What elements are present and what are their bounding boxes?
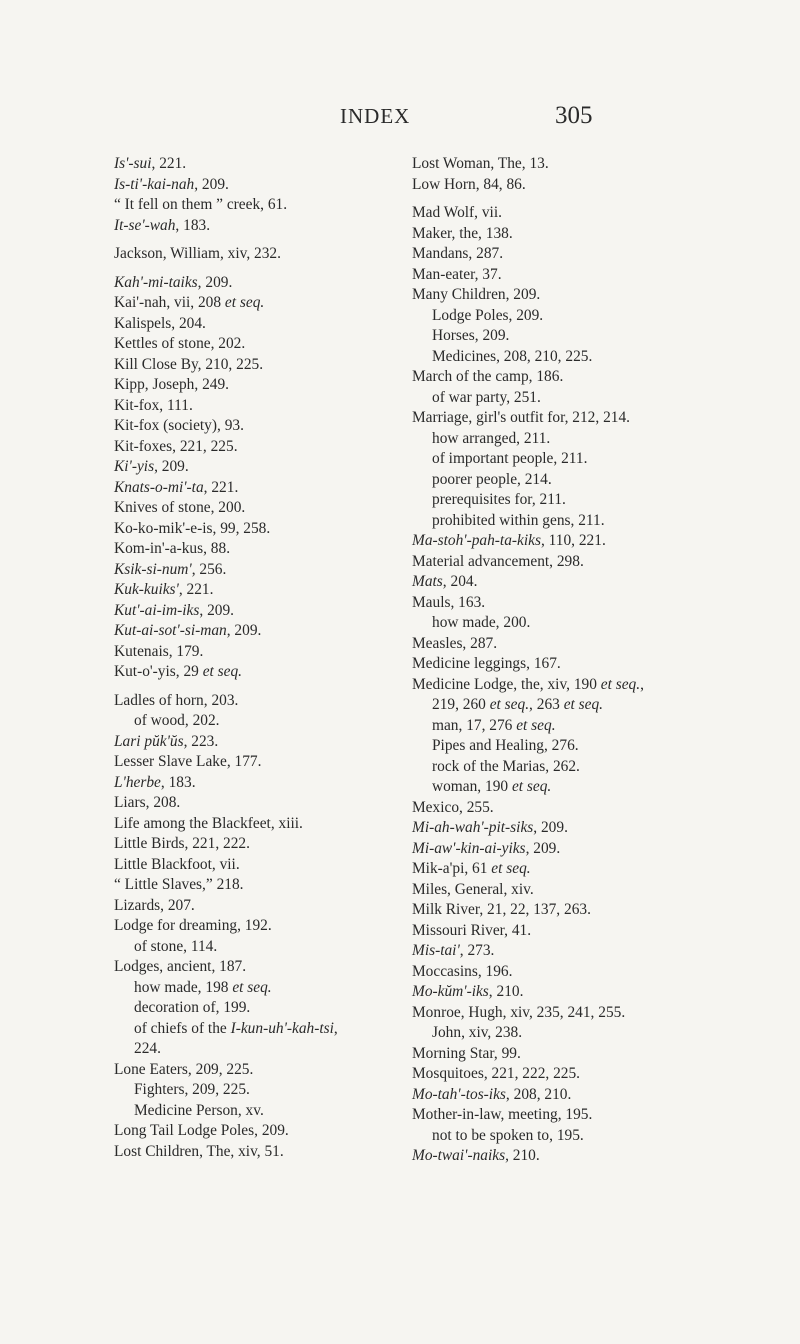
entry-text: Monroe, Hugh, xiv, 235, 241, 255.	[412, 1003, 626, 1021]
index-entry	[114, 216, 404, 237]
entry-italic-text: Mo-twai'-naiks	[412, 1147, 506, 1164]
index-entry	[412, 593, 702, 614]
entry-text: man, 17, 276	[432, 716, 517, 734]
index-entry	[114, 691, 404, 712]
entry-text: Kipp, Joseph, 249.	[114, 376, 230, 393]
index-subentry	[114, 937, 404, 958]
index-entry	[114, 334, 404, 355]
index-column-right	[412, 154, 702, 1167]
entry-text: Pipes and Healing, 276.	[432, 737, 579, 754]
entry-text: Medicine Lodge, the, xiv, 190	[412, 675, 601, 693]
entry-italic-text: et seq.	[511, 778, 552, 795]
entry-text: , 209.	[525, 839, 561, 857]
entry-text: how made, 200.	[432, 614, 531, 631]
entry-text: of stone, 114.	[134, 937, 218, 955]
entry-text: , 209.	[154, 458, 189, 475]
entry-text: , 221.	[151, 155, 187, 172]
entry-text: , 209.	[226, 622, 262, 639]
index-entry	[114, 621, 404, 642]
entry-italic-text: L'herbe	[114, 773, 161, 791]
entry-text: Little Blackfoot, vii.	[114, 855, 240, 873]
index-subentry	[114, 1019, 404, 1040]
entry-italic-text: Kut'-ai-im-iks	[114, 601, 200, 619]
index-entry	[412, 265, 702, 286]
index-entry	[114, 355, 404, 376]
index-entry	[412, 1003, 702, 1024]
index-entry	[412, 552, 702, 573]
index-subentry	[114, 998, 404, 1019]
index-subentry	[412, 490, 702, 511]
entry-text: Moccasins, 196.	[412, 962, 513, 980]
entry-text: Horses, 209.	[432, 327, 510, 344]
entry-text: Life among the Blackfeet, xiii.	[114, 814, 303, 832]
entry-text: Long Tail Lodge Poles, 209.	[114, 1122, 289, 1139]
index-subentry	[114, 1080, 404, 1101]
index-entry	[412, 921, 702, 942]
entry-text: Ladles of horn, 203.	[114, 691, 239, 709]
entry-text: Low Horn, 84, 86.	[412, 175, 526, 193]
index-subentry	[412, 511, 702, 532]
entry-text: how arranged, 211.	[432, 429, 551, 447]
index-entry	[114, 875, 404, 896]
entry-text: Material advancement, 298.	[412, 552, 584, 570]
index-entry	[412, 203, 702, 224]
entry-text: Milk River, 21, 22, 137, 263.	[412, 901, 591, 918]
page-header	[0, 104, 800, 134]
index-entry	[412, 962, 702, 983]
entry-text: , 208, 210.	[505, 1085, 572, 1103]
index-subentry	[412, 326, 702, 347]
index-entry	[114, 916, 404, 937]
entry-text: Kill Close By, 210, 225.	[114, 355, 264, 373]
entry-text: Medicine Person, xv.	[134, 1101, 264, 1119]
entry-text: how made, 198	[134, 978, 233, 996]
entry-text: of important people, 211.	[432, 450, 588, 467]
index-subentry	[412, 1126, 702, 1147]
entry-text: Lodge Poles, 209.	[432, 306, 544, 324]
entry-text: Mauls, 163.	[412, 593, 486, 611]
index-subentry	[412, 429, 702, 450]
entry-text: , 273.	[459, 942, 495, 959]
entry-italic-text: Is'-sui	[114, 155, 152, 172]
entry-text: Many Children, 209.	[412, 286, 541, 303]
index-subentry	[114, 1039, 404, 1060]
entry-text: Lone Eaters, 209, 225.	[114, 1060, 254, 1078]
index-entry	[412, 367, 702, 388]
index-subentry	[114, 711, 404, 732]
entry-text: of chiefs of the	[134, 1019, 231, 1037]
index-entry	[412, 1044, 702, 1065]
entry-text: of war party, 251.	[432, 388, 541, 406]
entry-text: Liars, 208.	[114, 794, 181, 811]
index-subentry	[412, 1023, 702, 1044]
entry-italic-text: Lari pŭk'ŭs	[114, 732, 184, 750]
entry-italic-text: Knats-o-mi'-ta	[114, 478, 204, 496]
entry-text: poorer people, 214.	[432, 470, 552, 488]
entry-italic-text: Mi-ah-wah'-pit-siks	[412, 819, 534, 836]
entry-italic-text: et seq.	[491, 860, 531, 877]
index-column-left	[114, 154, 404, 1162]
entry-text: ,	[333, 1019, 338, 1037]
entry-text: , 209.	[199, 601, 235, 619]
entry-text: Miles, General, xiv.	[412, 880, 534, 898]
index-entry	[412, 531, 702, 552]
index-entry	[412, 839, 702, 860]
entry-text: Kit-fox, 111.	[114, 396, 193, 414]
entry-text: Kom-in'-a-kus, 88.	[114, 540, 231, 557]
index-subentry	[412, 716, 702, 737]
index-subentry	[412, 470, 702, 491]
index-entry	[412, 900, 702, 921]
entry-text: , 256.	[191, 560, 227, 578]
index-entry	[114, 273, 404, 294]
entry-text: Maker, the, 138.	[412, 224, 513, 242]
index-subentry	[412, 777, 702, 798]
entry-italic-text: et seq.	[600, 675, 641, 693]
entry-text: , 221.	[203, 478, 239, 496]
entry-text: Morning Star, 99.	[412, 1044, 521, 1062]
index-entry	[412, 224, 702, 245]
entry-text: Mosquitoes, 221, 222, 225.	[412, 1065, 581, 1082]
entry-text: Mexico, 255.	[412, 798, 494, 816]
entry-text: prohibited within gens, 211.	[432, 511, 605, 529]
index-entry	[412, 634, 702, 655]
index-subentry	[412, 613, 702, 634]
entry-italic-text: Mo-tah'-tos-iks	[412, 1085, 506, 1103]
entry-text: March of the camp, 186.	[412, 368, 564, 385]
index-subentry	[412, 695, 702, 716]
index-entry	[412, 859, 702, 880]
entry-text: decoration of, 199.	[134, 999, 251, 1016]
entry-text: , 263	[529, 696, 564, 713]
entry-text: woman, 190	[432, 778, 512, 795]
entry-text: Missouri River, 41.	[412, 921, 532, 939]
entry-text: , 209.	[533, 819, 568, 836]
entry-text: Ko-ko-mik'-e-is, 99, 258.	[114, 519, 271, 537]
entry-italic-text: Kah'-mi-taiks	[114, 273, 198, 291]
index-entry	[412, 818, 702, 839]
index-entry	[114, 896, 404, 917]
entry-text: Mandans, 287.	[412, 245, 504, 262]
entry-italic-text: Kut-ai-sot'-si-man	[114, 622, 227, 639]
entry-text: Jackson, William, xiv, 232.	[114, 245, 281, 262]
entry-text: , 209.	[194, 175, 229, 193]
index-subentry	[114, 1101, 404, 1122]
index-entry	[412, 654, 702, 675]
index-entry	[412, 941, 702, 962]
entry-text: Lodge for dreaming, 192.	[114, 917, 272, 934]
index-entry	[114, 1121, 404, 1142]
entry-text: John, xiv, 238.	[432, 1024, 523, 1041]
index-entry	[114, 732, 404, 753]
index-entry	[114, 855, 404, 876]
index-subentry	[412, 757, 702, 778]
entry-text: Man-eater, 37.	[412, 265, 502, 283]
index-entry	[114, 416, 404, 437]
entry-text: 219, 260	[432, 696, 490, 713]
index-entry	[114, 752, 404, 773]
index-entry	[412, 1064, 702, 1085]
index-entry	[114, 293, 404, 314]
entry-text: 224.	[134, 1040, 161, 1057]
entry-italic-text: et seq.	[202, 663, 243, 680]
index-entry	[412, 675, 702, 696]
entry-text: , 204.	[442, 573, 478, 590]
entry-text: ,	[640, 675, 644, 693]
index-subentry	[114, 978, 404, 999]
entry-text: of wood, 202.	[134, 712, 220, 729]
entry-italic-text: Ma-stoh'-pah-ta-kiks	[412, 532, 541, 549]
entry-text: “ It fell on them ” creek, 61.	[114, 196, 288, 213]
entry-text: prerequisites for, 211.	[432, 491, 566, 508]
entry-text: Kai'-nah, vii, 208	[114, 294, 225, 311]
entry-italic-text: I-kun-uh'-kah-tsi	[230, 1019, 334, 1037]
index-entry	[114, 560, 404, 581]
index-entry	[412, 982, 702, 1003]
entry-italic-text: et seq.	[489, 696, 530, 713]
entry-text: Marriage, girl's outfit for, 212, 214.	[412, 409, 631, 426]
entry-italic-text: Is-ti'-kai-nah	[114, 175, 195, 193]
index-entry	[412, 175, 702, 196]
index-entry	[114, 437, 404, 458]
entry-text: Lizards, 207.	[114, 896, 195, 914]
entry-text: , 183.	[160, 773, 196, 791]
entry-text: Kut-o'-yis, 29	[114, 663, 203, 680]
index-entry	[114, 580, 404, 601]
index-entry	[114, 195, 404, 216]
entry-italic-text: Mi-aw'-kin-ai-yiks	[412, 839, 526, 857]
index-entry	[114, 175, 404, 196]
entry-italic-text: Mis-tai'	[412, 942, 460, 959]
index-subentry	[412, 347, 702, 368]
entry-italic-text: et seq.	[563, 696, 604, 713]
entry-italic-text: Ksik-si-num'	[114, 560, 192, 578]
entry-text: , 183.	[175, 216, 211, 234]
index-entry	[114, 793, 404, 814]
entry-italic-text: et seq.	[232, 978, 272, 996]
entry-text: Kutenais, 179.	[114, 642, 204, 660]
entry-text: “ Little Slaves,” 218.	[114, 876, 244, 893]
entry-italic-text: et seq.	[516, 716, 556, 734]
entry-italic-text: It-se'-wah	[114, 216, 176, 234]
entry-text: Lost Woman, The, 13.	[412, 155, 549, 172]
entry-text: , 223.	[183, 732, 219, 750]
index-subentry	[412, 736, 702, 757]
index-entry	[114, 834, 404, 855]
index-entry	[412, 798, 702, 819]
index-subentry	[412, 388, 702, 409]
entry-text: , 209.	[197, 273, 233, 291]
entry-text: Mother-in-law, meeting, 195.	[412, 1106, 593, 1123]
entry-text: Medicine leggings, 167.	[412, 655, 561, 672]
entry-text: Knives of stone, 200.	[114, 499, 246, 516]
index-entry	[114, 519, 404, 540]
index-entry	[114, 662, 404, 683]
entry-italic-text: Mo-kŭm'-iks	[412, 983, 489, 1000]
entry-text: not to be spoken to, 195.	[432, 1126, 584, 1144]
index-entry	[114, 642, 404, 663]
entry-text: rock of the Marias, 262.	[432, 757, 580, 775]
index-entry	[412, 285, 702, 306]
page-title: INDEX	[340, 104, 411, 128]
index-entry	[412, 572, 702, 593]
entry-text: Lesser Slave Lake, 177.	[114, 753, 262, 770]
entry-text: Kit-foxes, 221, 225.	[114, 437, 238, 455]
entry-text: Lodges, ancient, 187.	[114, 958, 247, 975]
entry-text: Medicines, 208, 210, 225.	[432, 347, 593, 365]
entry-text: , 221.	[178, 581, 214, 598]
entry-text: Kit-fox (society), 93.	[114, 417, 244, 434]
entry-italic-text: Mats	[412, 573, 443, 590]
index-entry	[114, 154, 404, 175]
entry-text: Kettles of stone, 202.	[114, 335, 246, 352]
index-entry	[412, 1146, 702, 1167]
index-entry	[114, 375, 404, 396]
index-entry	[114, 957, 404, 978]
index-entry	[114, 244, 404, 265]
entry-text: Mad Wolf, vii.	[412, 204, 502, 221]
index-entry	[114, 539, 404, 560]
index-entry	[412, 408, 702, 429]
index-entry	[114, 773, 404, 794]
entry-italic-text: Ki'-yis	[114, 458, 155, 475]
index-entry	[412, 244, 702, 265]
index-entry	[114, 1060, 404, 1081]
entry-text: , 210.	[488, 983, 524, 1000]
entry-text: , 210.	[505, 1147, 540, 1164]
index-entry	[114, 498, 404, 519]
index-entry	[412, 1085, 702, 1106]
index-entry	[412, 154, 702, 175]
entry-italic-text: et seq.	[224, 294, 265, 311]
index-entry	[114, 601, 404, 622]
entry-text: Little Birds, 221, 222.	[114, 835, 250, 852]
index-entry	[114, 396, 404, 417]
index-entry	[412, 1105, 702, 1126]
entry-text: , 110, 221.	[540, 532, 606, 549]
entry-text: Mik-a'pi, 61	[412, 860, 492, 877]
index-entry	[114, 1142, 404, 1163]
entry-text: Lost Children, The, xiv, 51.	[114, 1142, 284, 1160]
index-subentry	[412, 306, 702, 327]
entry-text: Kalispels, 204.	[114, 314, 206, 332]
index-entry	[114, 478, 404, 499]
index-subentry	[412, 449, 702, 470]
entry-text: Measles, 287.	[412, 634, 498, 652]
page-number: 305	[555, 102, 593, 129]
entry-italic-text: Kuk-kuiks'	[114, 581, 179, 598]
entry-text: Fighters, 209, 225.	[134, 1081, 250, 1098]
index-entry	[114, 314, 404, 335]
index-entry	[412, 880, 702, 901]
index-entry	[114, 457, 404, 478]
index-entry	[114, 814, 404, 835]
